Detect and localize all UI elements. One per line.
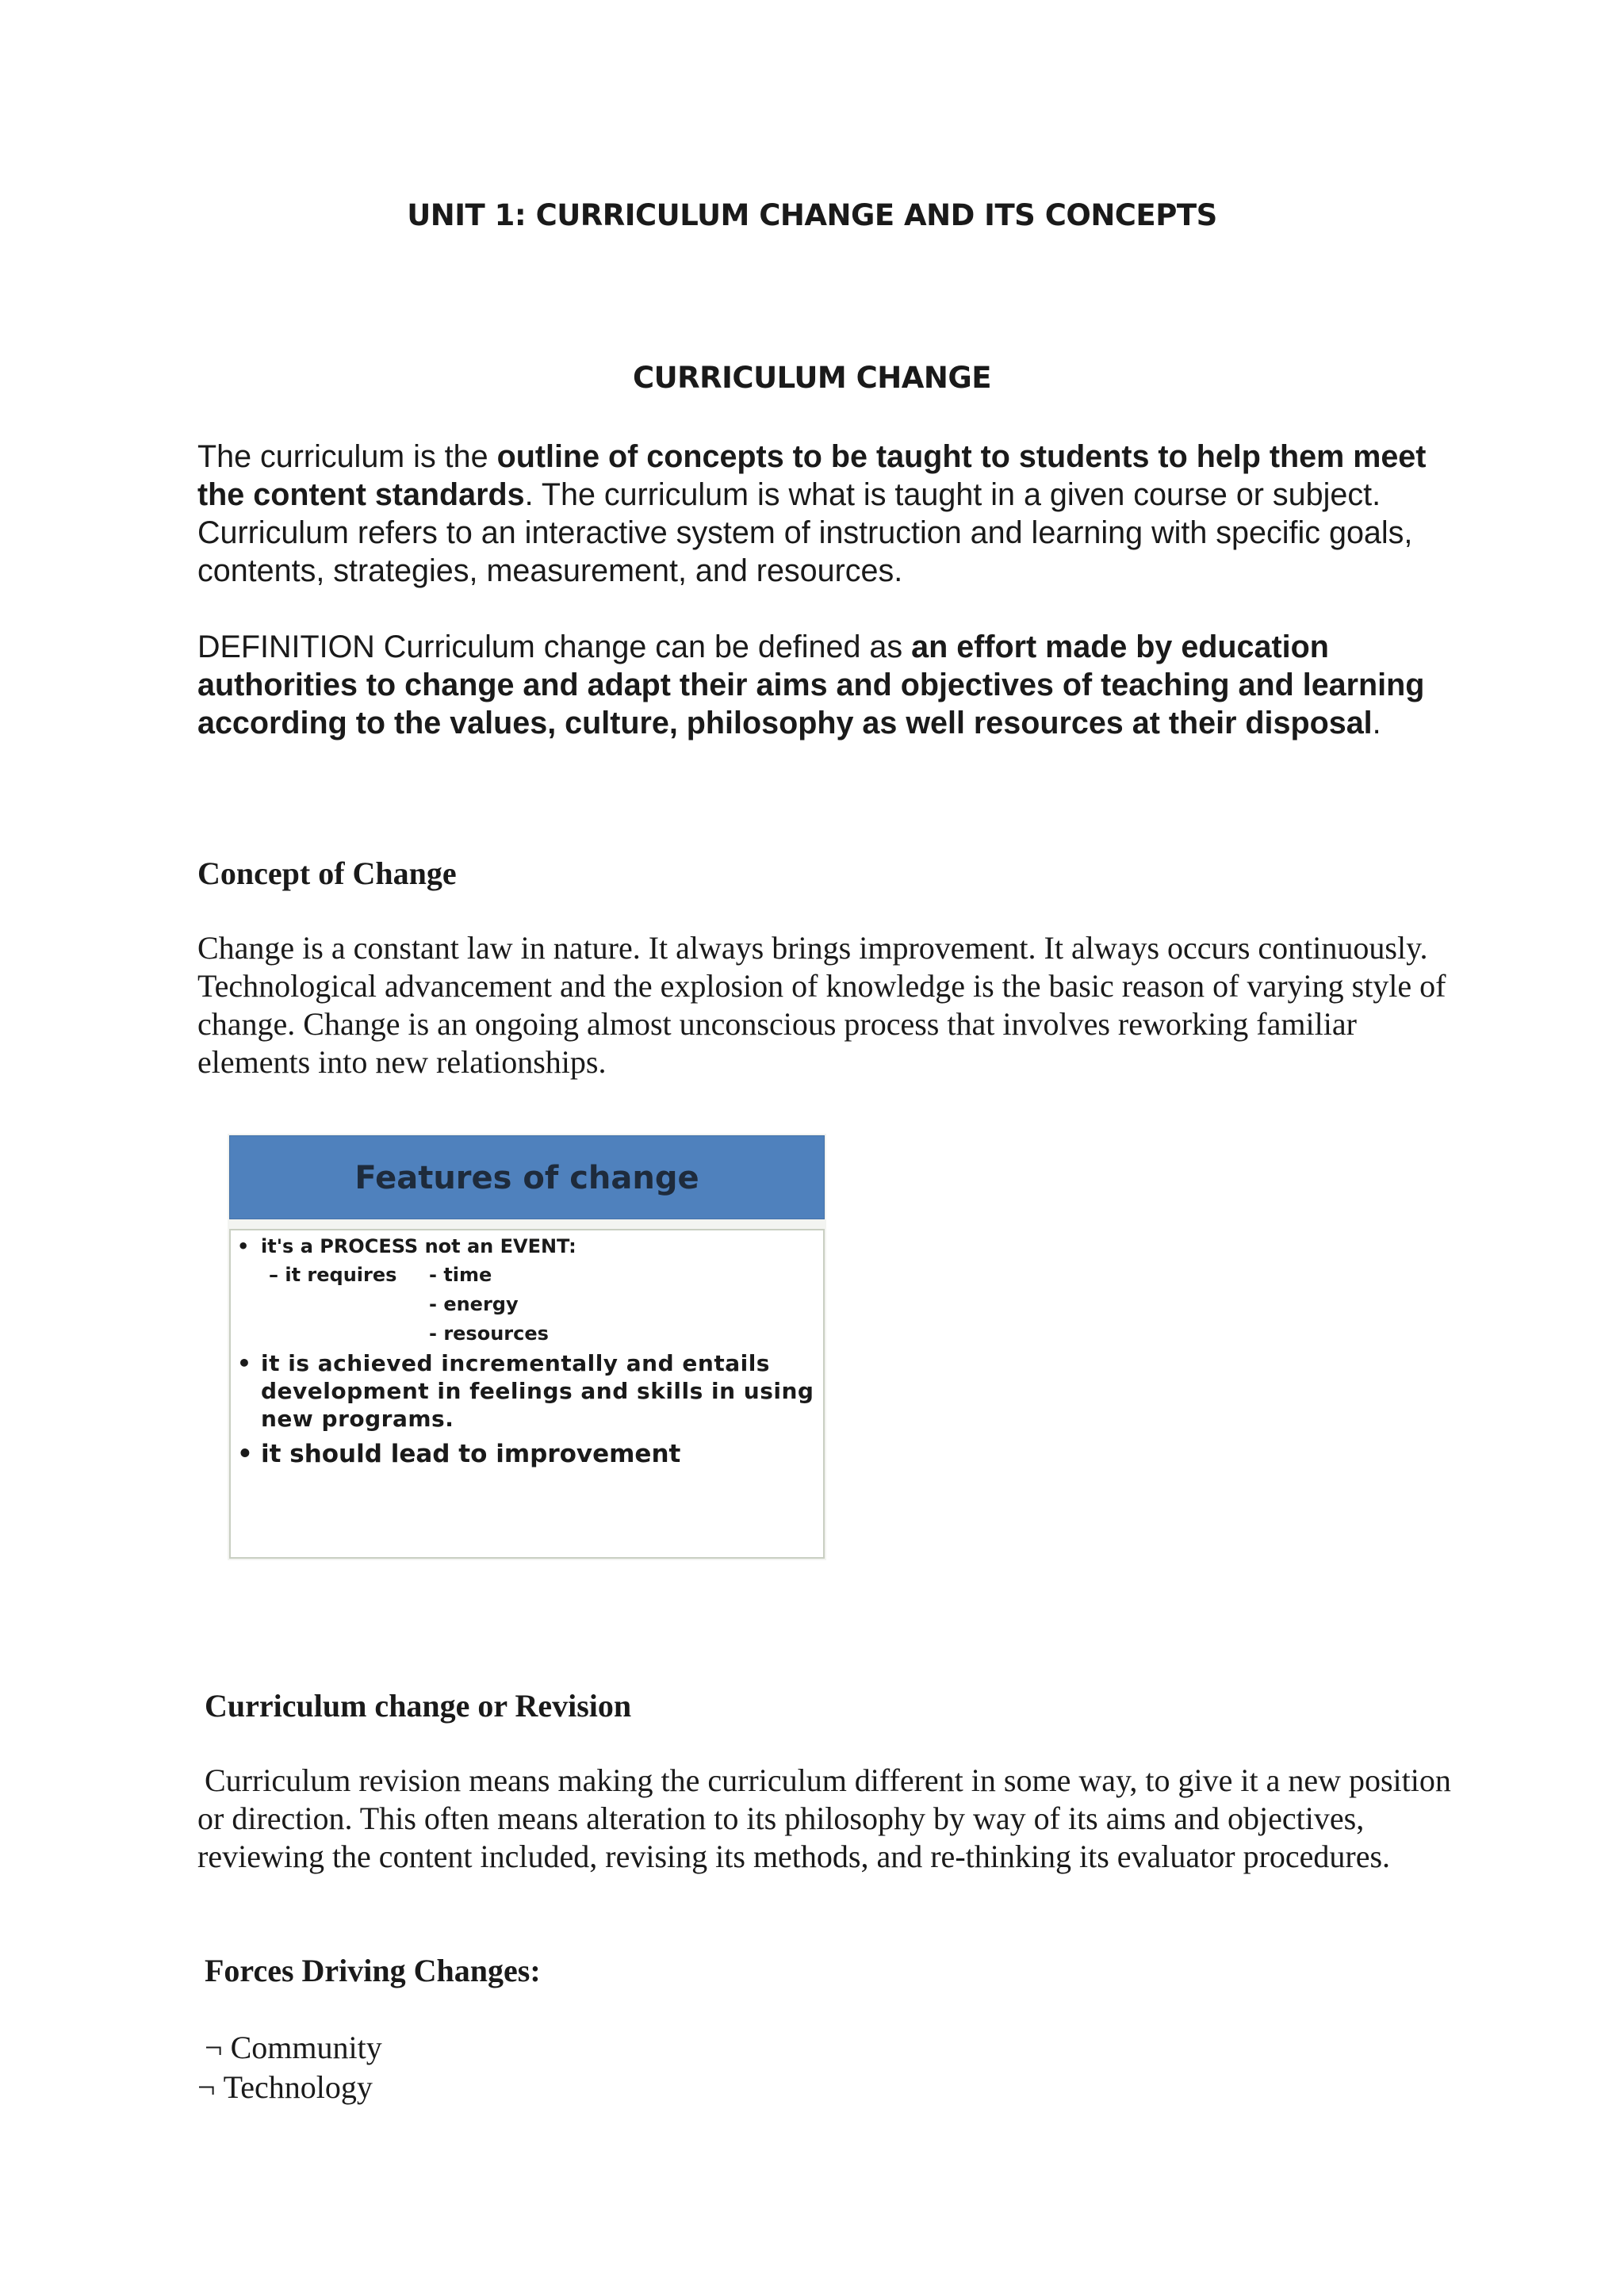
slide-bullet-2-line-2: development in feelings and skills in using xyxy=(261,1378,814,1404)
slide-bullet-2-line-1: it is achieved incrementally and entails xyxy=(261,1350,770,1376)
definition-lead: DEFINITION Curriculum change can be defined as xyxy=(197,629,912,664)
definition-paragraph xyxy=(197,628,1450,742)
force-label: Technology xyxy=(223,2069,373,2105)
slide-bullet-3: it should lead to improvement xyxy=(261,1440,681,1468)
intro-bold: outline of concepts to be taught to students to help them meet the content standards xyxy=(197,439,1427,512)
slide-bullet-2-line-3: new programs. xyxy=(261,1406,454,1432)
negation-symbol: ¬ xyxy=(205,2030,223,2065)
slide-bullet-3-marker: • xyxy=(237,1440,253,1468)
slide-bullet-1: it's a PROCESS not an EVENT: xyxy=(261,1235,576,1257)
intro-paragraph xyxy=(197,438,1450,590)
force-label: Community xyxy=(230,2030,382,2065)
slide-req-resources: - resources xyxy=(429,1322,549,1345)
intro-rest: . The curriculum is what is taught in a given course or subject. Curriculum refers to an interactive system of instruction and learning with specific goals, contents, strategies, measurement, and resources. xyxy=(197,477,1413,588)
section-title: CURRICULUM CHANGE xyxy=(632,361,991,395)
concept-paragraph: Change is a constant law in nature. It always brings improvement. It always occurs continuously. Technological advancement and the explosion of knowledge is the basic reason of varying style of change. Change is an ongoing almost unconscious process that involves reworking familiar elements into new relationships. xyxy=(197,930,1446,1080)
list-item xyxy=(197,2028,382,2068)
slide-body xyxy=(229,1229,825,1559)
forces-heading: Forces Driving Changes: xyxy=(205,1953,541,1988)
slide-title: Features of change xyxy=(354,1160,699,1196)
definition-bold: an effort made by education authorities to change and adapt their aims and objectives of teaching and learning according to the values, culture, philosophy as well resources at their disposal xyxy=(197,629,1425,740)
features-slide-image xyxy=(228,1134,826,1560)
list-item xyxy=(197,2068,382,2107)
revision-heading: Curriculum change or Revision xyxy=(205,1688,632,1724)
slide-req-time: - time xyxy=(429,1264,492,1286)
forces-list xyxy=(197,2028,382,2107)
concept-heading: Concept of Change xyxy=(197,855,457,891)
slide-requires: – it requires xyxy=(269,1264,397,1286)
revision-paragraph: Curriculum revision means making the curriculum different in some way, to give it a new position or direction. This often means alteration to its philosophy by way of its aims and objectives, reviewing the content included, revising its methods, and re-thinking its evaluator procedures. xyxy=(197,1762,1451,1874)
slide-req-energy: - energy xyxy=(429,1293,519,1315)
unit-title: UNIT 1: CURRICULUM CHANGE AND ITS CONCEPTS xyxy=(407,198,1217,232)
slide-bullet-1-marker: • xyxy=(237,1235,250,1257)
intro-lead: The curriculum is the xyxy=(197,439,497,474)
slide-header xyxy=(229,1135,825,1219)
definition-rest: . xyxy=(1372,706,1381,740)
slide-bullet-2-marker: • xyxy=(237,1350,252,1376)
negation-symbol: ¬ xyxy=(197,2069,216,2105)
